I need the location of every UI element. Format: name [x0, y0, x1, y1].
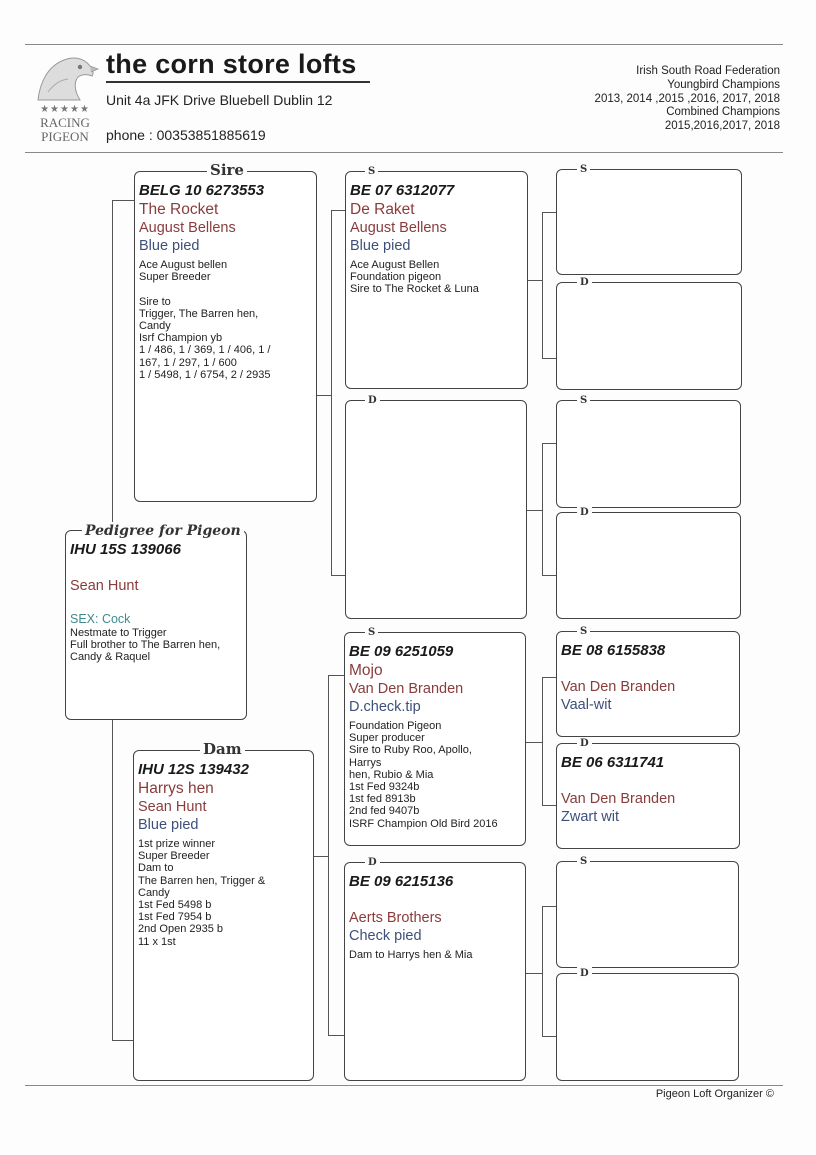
dam-sire-card[interactable]: [344, 632, 526, 846]
loft-title: the corn store lofts: [106, 49, 357, 79]
loft-phone: phone : 00353851885619: [106, 127, 266, 143]
connector-line: [542, 212, 556, 213]
pigeon-notes: Ace August Bellen Foundation pigeon Sire to The Rocket & Luna: [350, 259, 479, 296]
federation-line: Irish South Road Federation: [636, 65, 780, 77]
s-label: S: [577, 163, 590, 177]
federation-block: [595, 65, 780, 134]
d-label: D: [577, 737, 592, 751]
racing-pigeon-logo: [30, 52, 100, 144]
pigeon-name: De Raket: [350, 201, 415, 218]
spacer: [561, 660, 735, 678]
connector-line: [112, 720, 113, 1040]
pigeon-color: Zwart wit: [561, 809, 619, 825]
s-label: S: [577, 855, 590, 869]
connector-line: [542, 677, 543, 805]
pigeon-color: D.check.tip: [349, 699, 421, 715]
connector-line: [328, 1035, 344, 1036]
s-label: S: [365, 165, 378, 179]
pigeon-sex: SEX: Cock: [70, 612, 131, 626]
spacer: [561, 772, 735, 790]
federation-line: 2013, 2014 ,2015 ,2016, 2017, 2018: [594, 92, 780, 105]
dam-label: Dam: [200, 742, 245, 756]
connector-line: [331, 210, 332, 575]
connector-line: [542, 575, 556, 576]
ring-number: BE 09 6215136: [349, 873, 454, 890]
connector-line: [314, 856, 328, 857]
spacer: [349, 891, 521, 909]
s-label: S: [577, 394, 590, 408]
pigeon-name: Harrys hen: [138, 780, 214, 797]
pigeon-head-icon: [30, 52, 100, 104]
connector-line: [112, 200, 134, 201]
s-label: S: [577, 625, 590, 639]
breeder: Van Den Branden: [561, 791, 676, 807]
connector-line: [331, 575, 345, 576]
gen4-dam-dam-sire-card[interactable]: [556, 861, 739, 968]
breeder: Van Den Branden: [349, 681, 464, 697]
connector-line: [112, 1040, 134, 1041]
spacer: [70, 559, 242, 577]
footer-credit: Pigeon Loft Organizer ©: [655, 1088, 774, 1100]
pedigree-label: Pedigree for Pigeon: [82, 524, 244, 538]
breeder: Aerts Brothers: [349, 910, 442, 926]
sire-label: Sire: [207, 163, 247, 177]
pigeon-name: Mojo: [349, 662, 383, 679]
d-label: D: [577, 276, 592, 290]
connector-line: [328, 675, 329, 1035]
connector-line: [542, 805, 556, 806]
pigeon-notes: Ace August bellen Super Breeder Sire to Trigger, The Barren hen, Candy Isrf Champion yb 1 / 486, 1 / 369, 1 / 406, 1 / 167, 1 / 297, 1 / 600 1 / 5498, 1 / 6754, 2 / 2935: [139, 259, 271, 381]
header-top-rule: [25, 44, 783, 45]
ring-number: BE 07 6312077: [350, 182, 455, 199]
gen4-dam-dam-dam-card[interactable]: [556, 973, 739, 1081]
connector-line: [526, 742, 542, 743]
connector-line: [542, 906, 556, 907]
connector-line: [542, 443, 556, 444]
pigeon-notes: 1st prize winner Super Breeder Dam to The Barren hen, Trigger & Candy 1st Fed 5498 b 1st Fed 7954 b 2nd Open 2935 b 11 x 1st: [138, 838, 266, 948]
gen4-dam-sire-dam-card[interactable]: [556, 743, 740, 849]
connector-line: [542, 1036, 556, 1037]
dam-card[interactable]: [133, 750, 314, 1081]
logo-word-pigeon: PIGEON: [41, 129, 89, 144]
connector-line: [331, 210, 345, 211]
d-label: D: [365, 394, 380, 408]
connector-line: [542, 443, 543, 575]
connector-line: [527, 510, 542, 511]
connector-line: [328, 675, 344, 676]
ring-number: IHU 15S 139066: [70, 541, 181, 558]
federation-line: 2015,2016,2017, 2018: [664, 120, 780, 133]
pigeon-color: Vaal-wit: [561, 697, 612, 713]
sire-card[interactable]: [134, 171, 317, 502]
federation-line: Youngbird Champions: [667, 78, 780, 91]
logo-word-racing: RACING: [40, 115, 90, 130]
d-label: D: [365, 856, 380, 870]
header-bottom-rule: [25, 152, 783, 153]
breeder: August Bellens: [139, 220, 236, 236]
footer-rule: [25, 1085, 783, 1086]
loft-address: Unit 4a JFK Drive Bluebell Dublin 12: [106, 92, 333, 108]
title-underline: [106, 81, 370, 83]
gen4-sire-sire-dam-card[interactable]: [556, 282, 742, 390]
pigeon-color: Blue pied: [139, 238, 200, 254]
connector-line: [542, 358, 556, 359]
owner: Sean Hunt: [70, 578, 139, 594]
connector-line: [112, 200, 113, 522]
dam-dam-card[interactable]: [344, 862, 526, 1081]
breeder: Van Den Branden: [561, 679, 676, 695]
breeder: Sean Hunt: [138, 799, 207, 815]
pigeon-color: Check pied: [349, 928, 422, 944]
connector-line: [542, 212, 543, 358]
connector-line: [542, 906, 543, 1036]
connector-line: [542, 677, 556, 678]
ring-number: BELG 10 6273553: [139, 182, 265, 199]
pigeon-name: The Rocket: [139, 201, 219, 218]
ring-number: IHU 12S 139432: [138, 761, 249, 778]
breeder: August Bellens: [350, 220, 447, 236]
federation-line: Combined Champions: [666, 106, 780, 119]
pigeon-notes: Nestmate to Trigger Full brother to The Barren hen, Candy & Raquel: [70, 627, 221, 664]
sire-dam-card[interactable]: [345, 400, 527, 619]
subject-card[interactable]: [65, 530, 247, 720]
gen4-sire-sire-sire-card[interactable]: [556, 169, 742, 275]
gen4-dam-sire-sire-card[interactable]: [556, 631, 740, 737]
ring-number: BE 06 6311741: [561, 754, 665, 771]
d-label: D: [577, 967, 592, 981]
connector-line: [317, 395, 331, 396]
s-label: S: [365, 626, 378, 640]
connector-line: [528, 280, 542, 281]
pigeon-color: Blue pied: [350, 238, 411, 254]
d-label: D: [577, 506, 592, 520]
gen4-sire-dam-dam-card[interactable]: [556, 512, 741, 619]
pigeon-notes: Foundation Pigeon Super producer Sire to Ruby Roo, Apollo, Harrys hen, Rubio & Mia 1st Fed 9324b 1st fed 8913b 2nd fed 9407b ISRF Champion Old Bird 2016: [349, 720, 498, 830]
connector-line: [526, 973, 542, 974]
ring-number: BE 08 6155838: [561, 642, 666, 659]
pigeon-color: Blue pied: [138, 817, 199, 833]
pigeon-notes: Dam to Harrys hen & Mia: [349, 949, 473, 961]
sire-sire-card[interactable]: [345, 171, 528, 389]
ring-number: BE 09 6251059: [349, 643, 454, 660]
logo-stars: ★★★★★: [40, 104, 90, 115]
gen4-sire-dam-sire-card[interactable]: [556, 400, 741, 508]
